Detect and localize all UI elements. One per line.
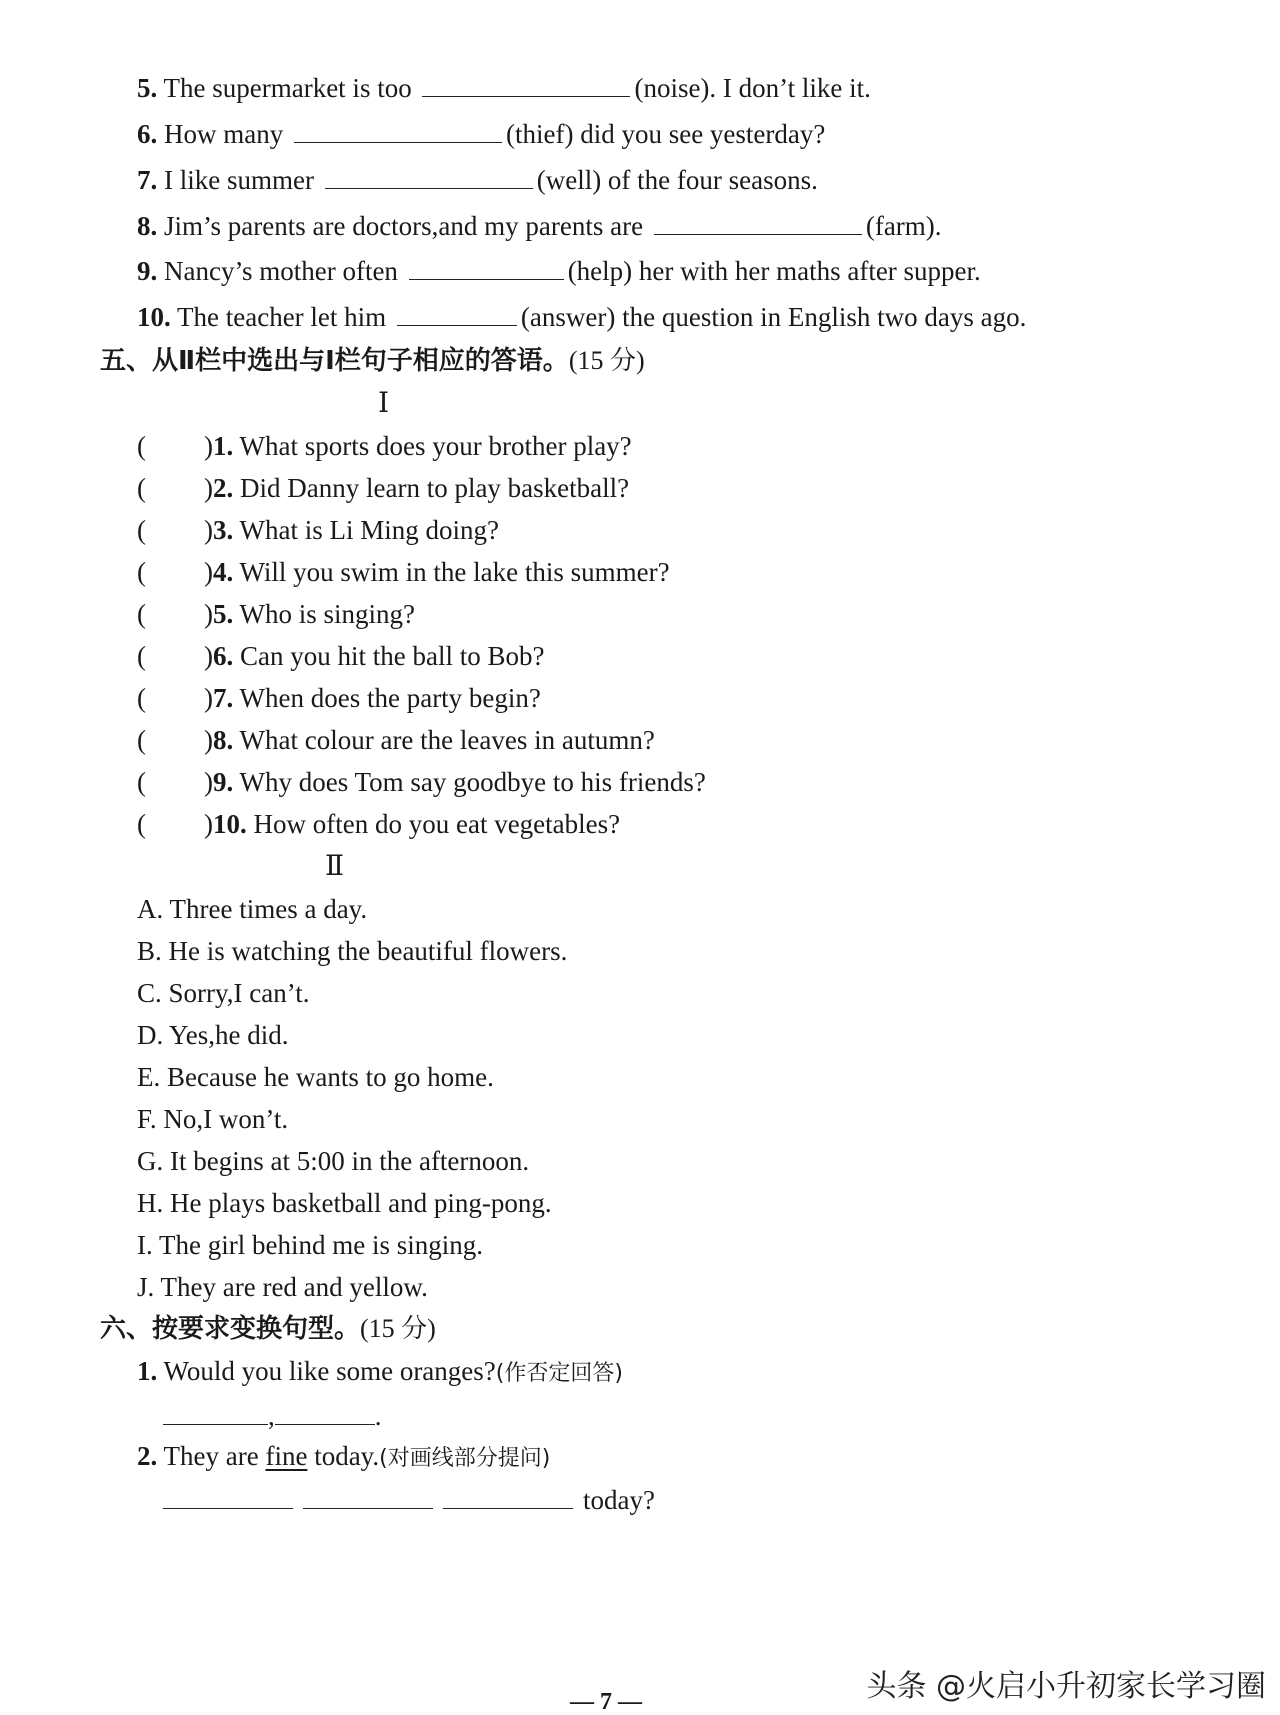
answer-paren-open: (	[137, 641, 146, 671]
question-number: 1.	[213, 431, 234, 461]
question-number: 5.	[213, 599, 234, 629]
answer-paren-open: (	[137, 557, 146, 587]
item-hint: (noise). I don’t like it.	[634, 73, 871, 103]
answer-slot[interactable]	[146, 601, 204, 623]
answer-row-1	[163, 1402, 382, 1430]
answer-paren-close: )	[204, 431, 213, 461]
answer-paren-close: )	[204, 809, 213, 839]
answer-paren-close: )	[204, 683, 213, 713]
answer-option: A. Three times a day.	[137, 894, 368, 924]
answer-option: J. They are red and yellow.	[137, 1272, 428, 1302]
answer-blank[interactable]	[397, 303, 517, 326]
item-hint: (farm).	[865, 211, 942, 241]
question-7	[137, 685, 541, 712]
answer-paren-open: (	[137, 431, 146, 461]
answer-paren-close: )	[204, 725, 213, 755]
question-text: What sports does your brother play?	[239, 431, 632, 461]
answer-blank[interactable]	[409, 257, 564, 280]
question-number: 2.	[137, 1441, 158, 1471]
fill-item-10	[137, 303, 1026, 331]
column-1-label: Ⅰ	[378, 388, 390, 419]
answer-option: E. Because he wants to go home.	[137, 1062, 494, 1092]
question-number: 6.	[213, 641, 234, 671]
page-number: — 7 —	[570, 1689, 642, 1715]
question-1	[137, 433, 632, 460]
question-number: 9.	[213, 767, 234, 797]
answer-paren-close: )	[204, 515, 213, 545]
question-9	[137, 769, 706, 796]
answer-paren-close: )	[204, 767, 213, 797]
answer-slot[interactable]	[146, 475, 204, 497]
section-title: 五、从Ⅱ栏中选出与Ⅰ栏句子相应的答语。	[100, 346, 569, 376]
answer-option: H. He plays basketball and ping-pong.	[137, 1188, 552, 1218]
question-8	[137, 727, 655, 754]
item-hint: (answer) the question in English two days ago.	[520, 302, 1027, 332]
item-hint: (thief) did you see yesterday?	[505, 119, 826, 149]
answer-slot[interactable]	[146, 433, 204, 455]
answer-slot[interactable]	[146, 727, 204, 749]
answer-period: .	[374, 1401, 382, 1431]
question-3	[137, 517, 499, 544]
question-6	[137, 643, 544, 670]
answer-blank[interactable]	[422, 74, 630, 97]
section-5-heading	[100, 348, 645, 374]
question-number: 8.	[213, 725, 234, 755]
question-number: 4.	[213, 557, 234, 587]
section-6-heading	[100, 1316, 436, 1342]
section-title: 六、按要求变换句型。	[100, 1314, 361, 1344]
answer-paren-open: (	[137, 809, 146, 839]
answer-paren-close: )	[204, 473, 213, 503]
item-hint: (well) of the four seasons.	[536, 165, 818, 195]
question-text: When does the party begin?	[239, 683, 541, 713]
answer-blank[interactable]	[303, 1486, 433, 1509]
question-number: 10.	[213, 809, 247, 839]
fill-item-6	[137, 120, 825, 148]
answer-paren-open: (	[137, 683, 146, 713]
item-number: 5.	[137, 73, 158, 103]
watermark: 头条 @火启小升初家长学习圈	[866, 1669, 1266, 1704]
section-points: (15 分)	[568, 346, 645, 375]
column-2-label: Ⅱ	[325, 851, 345, 882]
answer-option: D. Yes,he did.	[137, 1020, 289, 1050]
question-10	[137, 811, 620, 838]
question-text: Would you like some oranges?	[163, 1356, 496, 1386]
answer-slot[interactable]	[146, 559, 204, 581]
question-text: What is Li Ming doing?	[239, 515, 499, 545]
answer-blank[interactable]	[294, 120, 502, 143]
question-text: Why does Tom say goodbye to his friends?	[239, 767, 706, 797]
answer-slot[interactable]	[146, 517, 204, 539]
answer-paren-close: )	[204, 557, 213, 587]
question-2	[137, 475, 629, 502]
section-points: (15 分)	[360, 1314, 436, 1343]
question-5	[137, 601, 415, 628]
answer-slot[interactable]	[146, 643, 204, 665]
question-number: 7.	[213, 683, 234, 713]
question-number: 3.	[213, 515, 234, 545]
answer-paren-open: (	[137, 599, 146, 629]
answer-blank[interactable]	[163, 1402, 268, 1425]
answer-paren-open: (	[137, 515, 146, 545]
answer-tail: today?	[583, 1485, 655, 1515]
answer-paren-open: (	[137, 473, 146, 503]
item-number: 6.	[137, 119, 158, 149]
question-text: Who is singing?	[239, 599, 416, 629]
answer-option: B. He is watching the beautiful flowers.	[137, 936, 568, 966]
question-4	[137, 559, 670, 586]
item-text: Jim’s parents are doctors,and my parents are	[164, 211, 644, 241]
question-text: How often do you eat vegetables?	[253, 809, 621, 839]
item-text: How many	[164, 119, 284, 149]
answer-paren-close: )	[204, 641, 213, 671]
answer-blank[interactable]	[654, 212, 862, 235]
item-number: 7.	[137, 165, 158, 195]
answer-comma: ,	[268, 1401, 275, 1431]
fill-item-8	[137, 212, 942, 240]
item-text: Nancy’s mother often	[164, 256, 398, 286]
fill-item-9	[137, 257, 981, 285]
item-text: I like summer	[164, 165, 314, 195]
answer-option: I. The girl behind me is singing.	[137, 1230, 483, 1260]
question-text: Did Danny learn to play basketball?	[240, 473, 630, 503]
question-text: They are	[163, 1441, 259, 1471]
question-text: Can you hit the ball to Bob?	[240, 641, 545, 671]
answer-paren-close: )	[204, 599, 213, 629]
answer-option: C. Sorry,I can’t.	[137, 978, 310, 1008]
underlined-word: fine	[265, 1441, 308, 1471]
answer-slot[interactable]	[146, 685, 204, 707]
question-text: What colour are the leaves in autumn?	[239, 725, 655, 755]
fill-item-7	[137, 166, 818, 194]
fill-item-5	[137, 74, 871, 102]
answer-row-2	[163, 1486, 655, 1514]
item-number: 10.	[137, 302, 171, 332]
transform-question-2	[137, 1443, 550, 1470]
item-text: The supermarket is too	[163, 73, 412, 103]
item-hint: (help) her with her maths after supper.	[567, 256, 981, 286]
answer-paren-open: (	[137, 725, 146, 755]
question-hint: (对画线部分提问)	[379, 1446, 551, 1471]
item-number: 9.	[137, 256, 158, 286]
answer-blank[interactable]	[163, 1486, 293, 1509]
question-text-end: today.	[314, 1441, 380, 1471]
answer-option: G. It begins at 5:00 in the afternoon.	[137, 1146, 530, 1176]
answer-blank[interactable]	[325, 166, 533, 189]
answer-slot[interactable]	[146, 769, 204, 791]
item-number: 8.	[137, 211, 158, 241]
item-text: The teacher let him	[177, 302, 387, 332]
answer-option: F. No,I won’t.	[137, 1104, 289, 1134]
question-hint: (作否定回答)	[495, 1361, 623, 1386]
transform-question-1	[137, 1358, 623, 1385]
answer-paren-open: (	[137, 767, 146, 797]
question-number: 2.	[213, 473, 234, 503]
question-number: 1.	[137, 1356, 158, 1386]
answer-blank[interactable]	[443, 1486, 573, 1509]
answer-blank[interactable]	[275, 1402, 375, 1425]
answer-slot[interactable]	[146, 811, 204, 833]
question-text: Will you swim in the lake this summer?	[239, 557, 670, 587]
